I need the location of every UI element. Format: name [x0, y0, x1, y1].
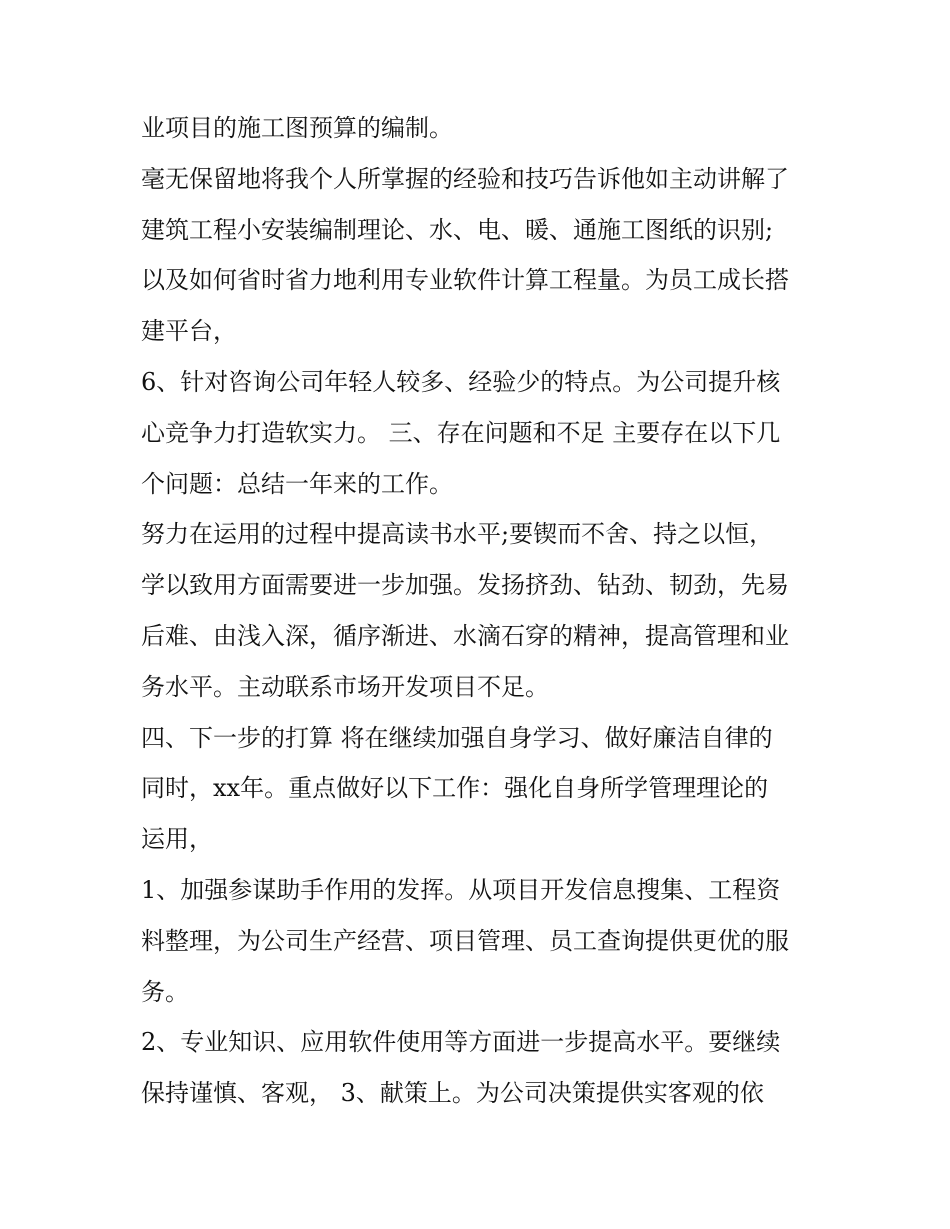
text-line: 同时，xx年。重点做好以下工作：强化自身所学管理理论的 [141, 774, 769, 803]
text-line: 保持谨慎、客观， 3、献策上。为公司决策提供实客观的依 [141, 1079, 764, 1108]
text-line: 业项目的施工图预算的编制。 [141, 114, 453, 142]
text-line: 努力在运用的过程中提高读书水平;要锲而不舍、持之以恒， [141, 520, 774, 549]
text-line: 2、专业知识、应用软件使用等方面进一步提高水平。要继续 [141, 1028, 781, 1057]
text-line: 建平台， [141, 317, 237, 346]
text-line: 料整理，为公司生产经营、项目管理、员工查询提供更优的服 [141, 926, 789, 955]
text-line: 学以致用方面需要进一步加强。发扬挤劲、钻劲、韧劲，先易 [141, 571, 789, 600]
text-line: 6、针对咨询公司年轻人较多、经验少的特点。为公司提升核 [141, 368, 781, 396]
text-line: 1、加强参谋助手作用的发挥。从项目开发信息搜集、工程资 [141, 876, 781, 904]
text-line: 后难、由浅入深，循序渐进、水滴石穿的精神，提高管理和业 [141, 622, 789, 650]
text-line: 运用， [141, 825, 213, 854]
text-line: 以及如何省时省力地利用专业软件计算工程量。为员工成长搭 [141, 266, 789, 295]
text-line: 个问题：总结一年来的工作。 [141, 469, 453, 498]
text-line: 务水平。主动联系市场开发项目不足。 [141, 672, 549, 701]
text-line: 务。 [141, 977, 189, 1006]
text-line: 毫无保留地将我个人所掌握的经验和技巧告诉他如主动讲解了 [141, 164, 789, 193]
text-line: 四、下一步的打算 将在继续加强自身学习、做好廉洁自律的 [141, 723, 773, 752]
text-line: 心竞争力打造软实力。 三、存在问题和不足 主要存在以下几 [141, 418, 781, 447]
text-line: 建筑工程小安装编制理论、水、电、暖、通施工图纸的识别; [141, 215, 774, 244]
